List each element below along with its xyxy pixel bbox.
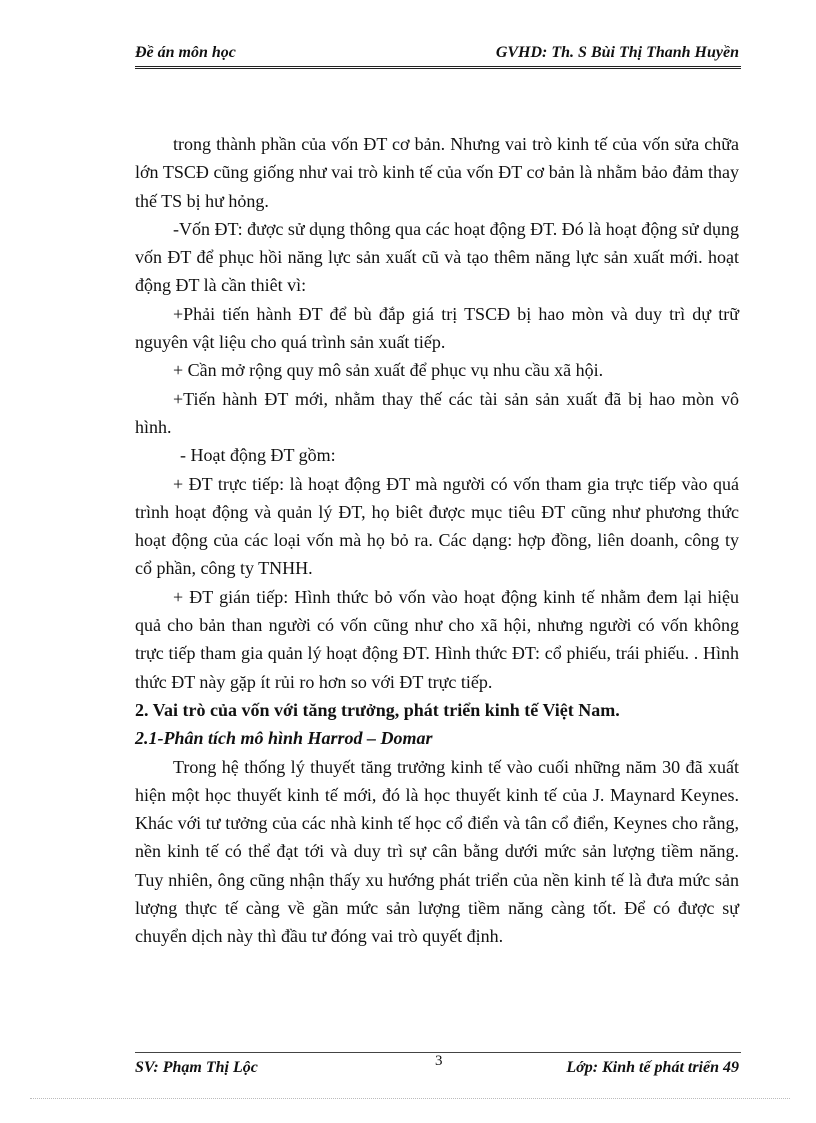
- footer-student: SV: Phạm Thị Lộc: [135, 1059, 258, 1076]
- paragraph: +Tiến hành ĐT mới, nhằm thay thế các tài sản sản xuất đã bị hao mòn vô hình.: [135, 388, 739, 437]
- section-heading: 2. Vai trò của vốn với tăng trưởng, phát triển kinh tế Việt Nam.: [135, 699, 620, 720]
- page-number: 3: [435, 1053, 443, 1069]
- paragraph: -Vốn ĐT: được sử dụng thông qua các hoạt động ĐT. Đó là hoạt động sử dụng vốn ĐT để phục hồi năng lực sản xuất cũ và tạo thêm năng lực sản xuất mới. hoạt động ĐT là cần thiêt vì:: [135, 218, 739, 296]
- header-supervisor: GVHD: Th. S Bùi Thị Thanh Huyền: [495, 44, 739, 61]
- page-footer: [135, 1052, 741, 1079]
- subsection-heading: 2.1-Phân tích mô hình Harrod – Domar: [135, 728, 433, 749]
- paragraph: +Phải tiến hành ĐT để bù đắp giá trị TSCĐ bị hao mòn và duy trì dự trữ nguyên vật liệu cho quá trình sản xuất tiếp.: [135, 303, 739, 353]
- paragraph: + ĐT trực tiếp: là hoạt động ĐT mà người có vốn tham gia trực tiếp vào quá trình hoạt động và quản lý ĐT, họ biêt được mục tiêu ĐT cũng như phương thức hoạt động của các loại vốn mà họ bỏ ra. Các dạng: hợp đồng, liên doanh, công ty cổ phần, công ty TNHH.: [135, 473, 739, 579]
- paragraph: + Cần mở rộng quy mô sản xuất để phục vụ nhu cầu xã hội.: [173, 360, 604, 381]
- header-course-title: Đề án môn học: [135, 44, 236, 61]
- paragraph: - Hoạt động ĐT gồm:: [180, 445, 336, 466]
- paragraph: Trong hệ thống lý thuyết tăng trưởng kinh tế vào cuối những năm 30 đã xuất hiện một học thuyết kinh tế mới, đó là học thuyết kinh tế của J. Maynard Keynes. Khác với tư tưởng của các nhà kinh tế học cổ điển và tân cổ điển, Keynes cho rằng, nền kinh tế có thể đạt tới và duy trì sự cân bằng dưới mức sản lượng tiềm năng. Tuy nhiên, ông cũng nhận thấy xu hướng phát triển của nền kinh tế là đưa mức sản lượng thực tế càng về gần mức sản lượng tiềm năng càng tốt. Để có được sự chuyển dịch này thì đầu tư đóng vai trò quyết định.: [135, 756, 739, 947]
- footer-class: Lớp: Kinh tế phát triển 49: [566, 1059, 739, 1076]
- page-bottom-divider: [30, 1098, 790, 1099]
- document-body: [135, 130, 739, 951]
- paragraph: trong thành phần của vốn ĐT cơ bản. Nhưng vai trò kinh tế của vốn sửa chữa lớn TSCĐ cũng giống như vai trò kinh tế của vốn ĐT cơ bản là nhằm bảo đảm thay thế TS bị hư hỏng.: [135, 134, 739, 211]
- paragraph: + ĐT gián tiếp: Hình thức bỏ vốn vào hoạt động kinh tế nhằm đem lại hiệu quả cho bản than người có vốn cũng như cho xã hội, nhưng người có vốn không trực tiếp tham gia quản lý hoạt động ĐT. Hình thức ĐT: cổ phiếu, trái phiếu. . Hình thức ĐT này gặp ít rủi ro hơn so với ĐT trực tiếp.: [135, 586, 739, 692]
- page-header: [135, 44, 741, 69]
